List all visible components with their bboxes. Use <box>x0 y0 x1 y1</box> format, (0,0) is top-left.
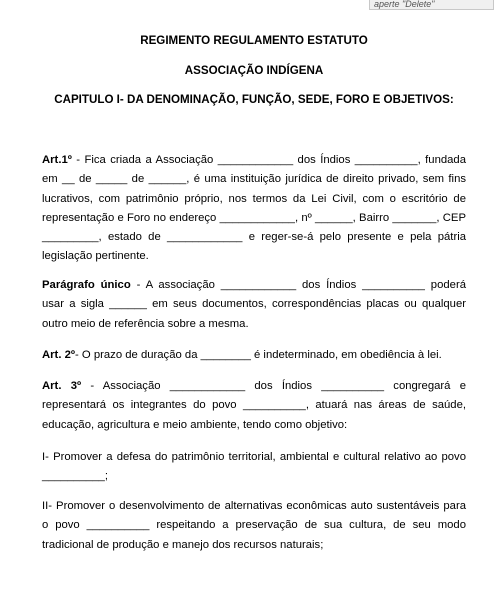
article-2-label: Art. 2º <box>42 349 76 361</box>
paragrafo-unico-text: - A associação ____________ dos Índios __________ poderá usar a sigla ______ em seus documentos, correspondências placas ou qualquer outro meio de referência sobre a mesma. <box>42 279 466 330</box>
paragrafo-unico-label: Parágrafo único <box>42 279 131 291</box>
document-subtitle: ASSOCIAÇÃO INDÍGENA <box>184 64 324 77</box>
article-2-text: - O prazo de duração da ________ é indeterminado, em obediência à lei. <box>75 349 442 361</box>
article-1-label: Art.1º <box>42 154 72 166</box>
article-1-text: - Fica criada a Associação ____________ dos Índios __________, fundada em __ de _____ de ______, é uma instituição jurídica de direito privado, sem fins lucrativos, com patrimônio próprio, nos termos da Lei Civil, com o escritório de representação e Foro no endereço ____________, nº ______, Bairro _______, CEP _________, estado de ____________ e reger-se-á pelo presente e pela pátria legislação pertinente. <box>42 154 466 263</box>
objective-item-2: II- Promover o desenvolvimento de alternativas econômicas auto sustentáveis para o povo __________ respeitando a preservação de sua cultura, de seu modo tradicional de produção e manejo dos recursos naturais; <box>42 500 466 551</box>
article-3-label: Art. 3º <box>42 380 82 392</box>
objective-item-1: I- Promover a defesa do patrimônio territorial, ambiental e cultural relativo ao povo __________; <box>42 451 466 483</box>
article-3-text: - Associação ____________ dos Índios __________ congregará e representará os integrantes do povo __________, atuará nas áreas de saúde, educação, agricultura e meio ambiente, tendo como objetivo: <box>42 380 466 431</box>
article-3 <box>42 377 466 435</box>
article-1 <box>42 151 466 267</box>
article-2 <box>42 346 466 365</box>
chapter-heading: CAPITULO I- DA DENOMINAÇÃO, FUNÇÃO, SEDE, FORO E OBJETIVOS: <box>54 93 454 106</box>
delete-hint: aperte "Delete" <box>369 0 494 10</box>
document-title: REGIMENTO REGULAMENTO ESTATUTO <box>140 34 368 47</box>
paragrafo-unico <box>42 276 466 334</box>
